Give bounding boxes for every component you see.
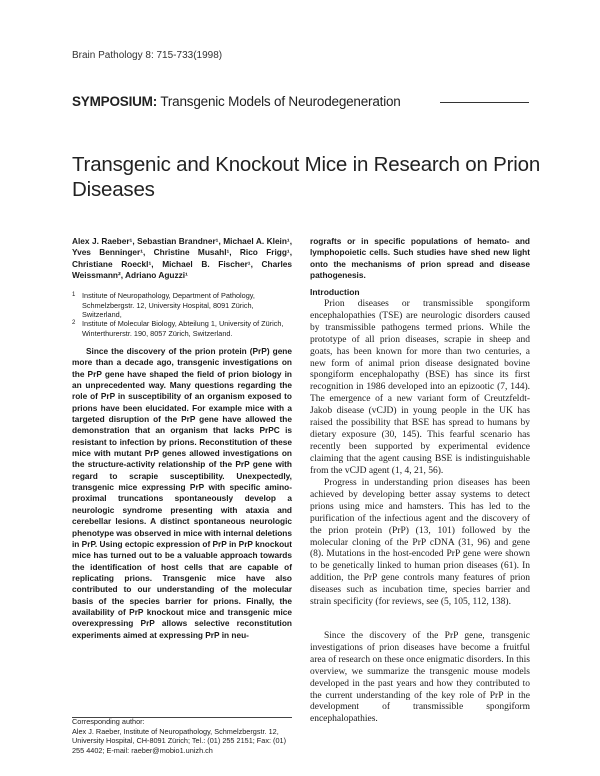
affiliation-number: 1 xyxy=(72,292,76,298)
affiliation-text: Institute of Molecular Biology, Abteilung 1, University of Zürich, Winterthurerstr. 190, 8057 Zürich, Switzerland. xyxy=(82,319,284,338)
symposium-header xyxy=(72,94,401,109)
correspondence-text: Alex J. Raeber, Institute of Neuropathology, Schmelzbergstr. 12, University Hospital, CH-8091 Zürich; Tel.: (01) 255 2151; Fax: (01) 255 4402; E-mail: raeber@mobio1.unizh.ch xyxy=(72,726,286,755)
journal-citation: Brain Pathology 8: 715-733(1998) xyxy=(72,50,223,61)
symposium-rule xyxy=(440,102,529,103)
affiliation-number: 2 xyxy=(72,320,76,326)
correspondence-label: Corresponding author: xyxy=(72,717,145,726)
affiliation-2 xyxy=(72,319,292,338)
symposium-prefix: SYMPOSIUM: xyxy=(72,94,158,109)
section-heading-introduction: Introduction xyxy=(310,287,360,297)
author-list: Alex J. Raeber¹, Sebastian Brandner¹, Michael A. Klein¹, Yves Benninger¹, Christine Musahl¹, Rico Frigg¹, Christiane Roeckl¹, Michael B. Fischer¹, Charles Weissmann², Adriano Aguzzi¹ xyxy=(72,236,292,281)
correspondence-block xyxy=(72,717,297,755)
intro-paragraph: Since the discovery of the PrP gene, transgenic investigations of prion diseases have become a fruitful area of research on these once enigmatic disorders. In this overview, we summarize the transgenic mouse models developed in the past years and how they contributed to the current understanding of the key role of PrP in the development of transmissible spongiform encephalopathies. xyxy=(310,631,530,725)
intro-paragraph: Prion diseases or transmissible spongiform encephalopathies (TSE) are neurologic disorders caused by transmissible pathogens termed prions. While the prototype of all prion diseases, scrapie in sheep and goats, has been known for more than two centuries, a new form of animal prion disease designated bovine spongiform encephalopathy (BSE) has since its first recognition in 1986 developed into an epizootic (7, 144). The emergence of a new variant form of Creutzfeldt-Jakob disease (vCJD) in young people in the UK has raised the possibility that BSE has spread to humans by dietary exposure (30, 145). This fearful scenario has recently been supported by experimental evidence claiming that the agent causing BSE is indistinguishable from the vCJD agent (1, 4, 21, 56). xyxy=(310,299,530,476)
abstract: Since the discovery of the prion protein (PrP) gene more than a decade ago, transgenic investigations on the PrP gene have shaped the field of prion biology in an unprecedented way. Many questions regarding the role of PrP in susceptibility of an organism exposed to prions have been elucidated. For example mice with a targeted disruption of the PrP gene have allowed the demonstration that an organism that lacks PrPC is resistant to infection by prions. Reconstitution of these mice with mutant PrP genes allowed investigations on the structure-activity relationship of the PrP gene with regard to scrapie susceptibility. Unexpectedly, transgenic mice expressing PrP with specific amino-proximal truncations spontaneously develop a neurologic syndrome presenting with ataxia and cerebellar lesions. A distinct spontaneous neurologic phenotype was observed in mice with internal deletions in PrP. Using ectopic expression of PrP in PrP knockout mice has turned out to be a valuable approach towards the identification of host cells that are capable of replicating prions. Transgenic mice have also contributed to our understanding of the molecular basis of the species barrier for prions. Finally, the availability of PrP knockout mice and transgenic mice overexpressing PrP allows selective reconstitution experiments aimed at expressing PrP in neu- xyxy=(72,346,292,640)
article-title: Transgenic and Knockout Mice in Research on Prion Diseases xyxy=(72,153,541,201)
symposium-subject: Transgenic Models of Neurodegeneration xyxy=(157,94,401,109)
affiliation-text: Institute of Neuropathology, Department of Pathology, Schmelzbergstr. 12, University Hospital, 8091 Zürich, Switzerland, xyxy=(82,291,255,320)
affiliation-1 xyxy=(72,291,292,320)
abstract-continued: rografts or in specific populations of hemato- and lymphopoietic cells. Such studies have shed new light onto the mechanisms of prion spread and disease pathogenesis. xyxy=(310,236,530,281)
intro-paragraph: Progress in understanding prion diseases has been achieved by developing better assay systems to detect prions using mice and hamsters. This has led to the purification of the infectious agent and the discovery of the prion protein (PrP) (13, 101) followed by the molecular cloning of the PrP cDNA (31, 96) and gene (8). Mutations in the host-encoded PrP gene were shown to be genetically linked to human prion diseases (61). In addition, the PrP gene controls many features of prion diseases such as incubation time, species barrier and strain specificity (for reviews, see (5, 105, 112, 138). xyxy=(310,478,530,608)
